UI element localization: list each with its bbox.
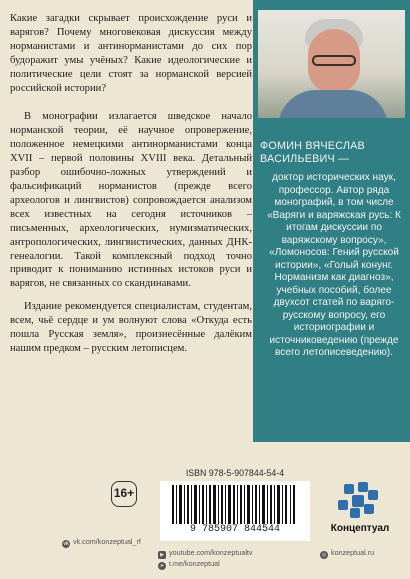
author-bio: доктор исторических наук, профессор. Автор ряда монографий, в том числе «Варяги и варяжская русь: К итогам дискуссии по варяжскому вопросу», «Ломоносов: Гений русской истории», «Голый конунг. Норманизм как диагноз», учебных пособий, более двухсот статей по варяго-русскому вопросу, его историографии и источниковедению (прежде всего летописеведению). bbox=[267, 172, 401, 358]
publisher-logo bbox=[332, 478, 384, 528]
barcode-bars bbox=[172, 485, 298, 529]
telegram-icon: ➤ bbox=[159, 563, 165, 569]
footer-youtube-text: youtube.com/konzeptualtv bbox=[169, 548, 253, 557]
barcode bbox=[160, 481, 310, 541]
footer-youtube-link[interactable] bbox=[158, 548, 253, 559]
isbn-text: ISBN 978-5-907844-54-4 bbox=[185, 468, 285, 478]
footer-site-text: konzeptual.ru bbox=[331, 548, 375, 557]
author-glasses bbox=[312, 55, 356, 66]
footer-telegram-text: t.me/konzeptual bbox=[169, 559, 220, 568]
intro-paragraph: Какие загадки скрывает происхождение руси и варягов? Почему многовековая дискуссия между норманистами и антинорманистами до сих пор будоражит умы учёных? Какие идеологические и политические цели стоят за норманской версией российской истории? bbox=[10, 13, 252, 94]
footer-vk-text: vk.com/konzeptual_rf bbox=[73, 537, 141, 546]
youtube-icon: ▶ bbox=[158, 551, 166, 559]
author-shirt bbox=[278, 90, 388, 118]
footer-vk-link[interactable] bbox=[62, 537, 141, 548]
age-rating-badge: 16+ bbox=[111, 481, 137, 507]
footer-telegram-link[interactable] bbox=[158, 559, 220, 570]
author-photo bbox=[258, 10, 405, 118]
audience-paragraph: Издание рекомендуется специалистам, студентам, всем, чьё сердце и ум волнуют слова «Откуда есть пошла Русская земля», произнесённые далёким нашим предком – русским летописцем. bbox=[10, 301, 252, 354]
footer-site-link[interactable] bbox=[320, 548, 374, 559]
author-name: ФОМИН ВЯЧЕСЛАВ ВАСИЛЬЕВИЧ — bbox=[260, 140, 365, 165]
vk-icon: vk bbox=[63, 541, 69, 547]
monograph-paragraph: В монографии излагается шведское начало норманской теории, её научное опровержение, положенное немецкими антинорманистами конца XVII – первой половины XVIII века. Детальный разбор ошибочно-ложных утверждений и фальсификаций норманистов (прежде всего археологов и лингвистов) сопровождается анализом всех известных на сегодня источников – письменных, археологических, нумизматических, антропологических, лингвистических, данных ДНК-генеалогии. Такой комплексный подход точно приводит к пониманию истинных истоков руси и варягов, не связанных со скандинавами. bbox=[10, 111, 252, 290]
description-column bbox=[10, 12, 252, 356]
barcode-digits: 9 785907 844544 bbox=[162, 524, 308, 536]
publisher-name: Концептуал bbox=[330, 523, 390, 534]
globe-icon: ◎ bbox=[321, 552, 327, 558]
